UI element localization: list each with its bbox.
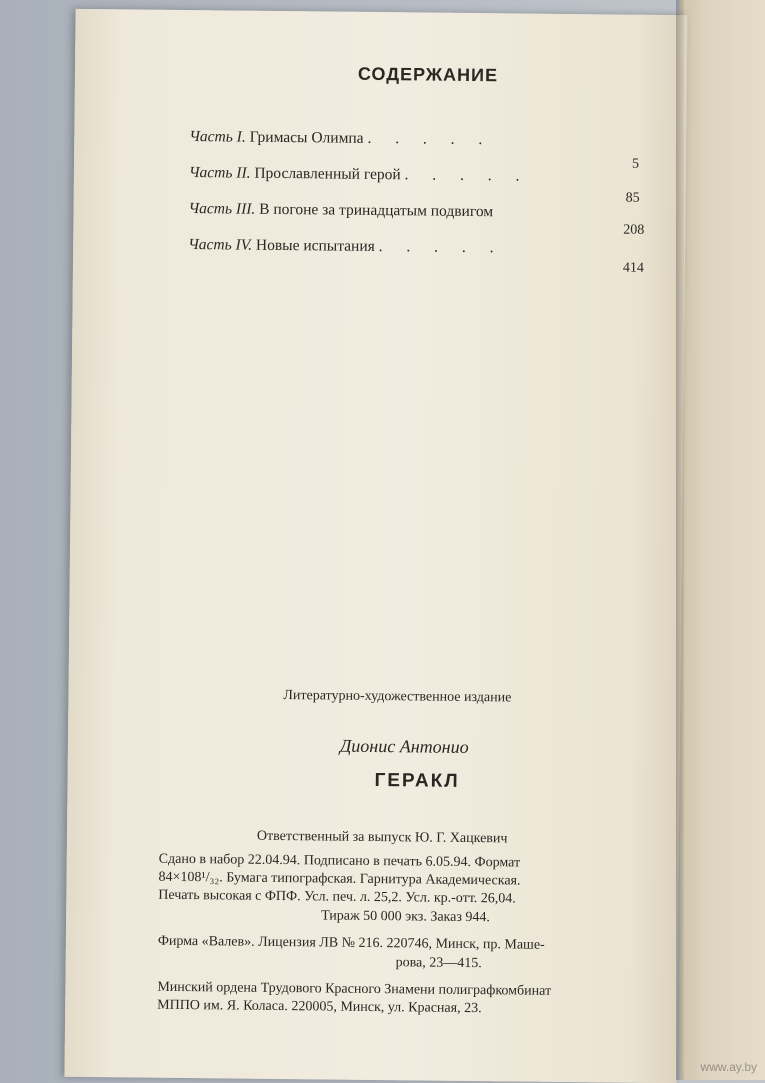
toc-part-label: Часть I. xyxy=(189,128,246,146)
toc-part-label: Часть IV. xyxy=(188,236,253,254)
facing-page xyxy=(680,0,765,1080)
toc-page-number: 5 xyxy=(631,156,640,172)
toc-leader: . . . . . xyxy=(404,166,530,185)
toc-part-label: Часть III. xyxy=(188,200,256,218)
toc-title: Прославленный герой xyxy=(254,164,401,184)
toc-title: Новые испытания xyxy=(255,236,375,255)
toc-title: Гримасы Олимпа xyxy=(249,128,364,147)
toc-row xyxy=(189,164,530,186)
responsible-editor: Ответственный за выпуск Ю. Г. Хацкевич xyxy=(256,828,508,847)
author-name: Дионис Антонио xyxy=(339,735,469,757)
edition-type: Литературно-художественное издание xyxy=(283,688,512,706)
imprint-line: 84×108¹/₃₂. Бумага типографская. Гарнитура Академическая. xyxy=(158,869,521,889)
contents-heading: СОДЕРЖАНИЕ xyxy=(357,63,499,86)
imprint-line: Сдано в набор 22.04.94. Подписано в печать 6.05.94. Формат xyxy=(158,851,521,871)
page-gutter-shadow xyxy=(676,0,684,1080)
toc-leader: . . . . . xyxy=(378,238,504,257)
publisher-line: рова, 23—415. xyxy=(395,955,482,972)
publisher-line: Фирма «Валев». Лицензия ЛВ № 216. 220746, Минск, пр. Маше- xyxy=(157,933,545,953)
toc-row xyxy=(188,236,504,257)
book-title: ГЕРАКЛ xyxy=(374,769,460,792)
toc-title: В погоне за тринадцатым подвигом xyxy=(259,200,494,221)
printer-line: МППО им. Я. Коласа. 220005, Минск, ул. Красная, 23. xyxy=(157,997,482,1017)
imprint-line: Печать высокая с ФПФ. Усл. печ. л. 25,2. Усл. кр.-отт. 26,04. xyxy=(158,887,516,907)
toc-part-label: Часть II. xyxy=(188,164,251,182)
imprint-line: Тираж 50 000 экз. Заказ 944. xyxy=(321,908,491,926)
toc-row xyxy=(189,128,492,149)
toc-row xyxy=(188,200,493,221)
toc-page-number: 85 xyxy=(625,190,640,206)
toc-leader: . . . . . xyxy=(367,129,493,149)
toc-page-number: 414 xyxy=(622,260,645,276)
toc-page-number: 208 xyxy=(623,222,645,238)
book-page xyxy=(64,9,687,1083)
printer-line: Минский ордена Трудового Красного Знамени полиграфкомбинат xyxy=(157,979,552,999)
site-watermark: www.ay.by xyxy=(700,1060,757,1074)
